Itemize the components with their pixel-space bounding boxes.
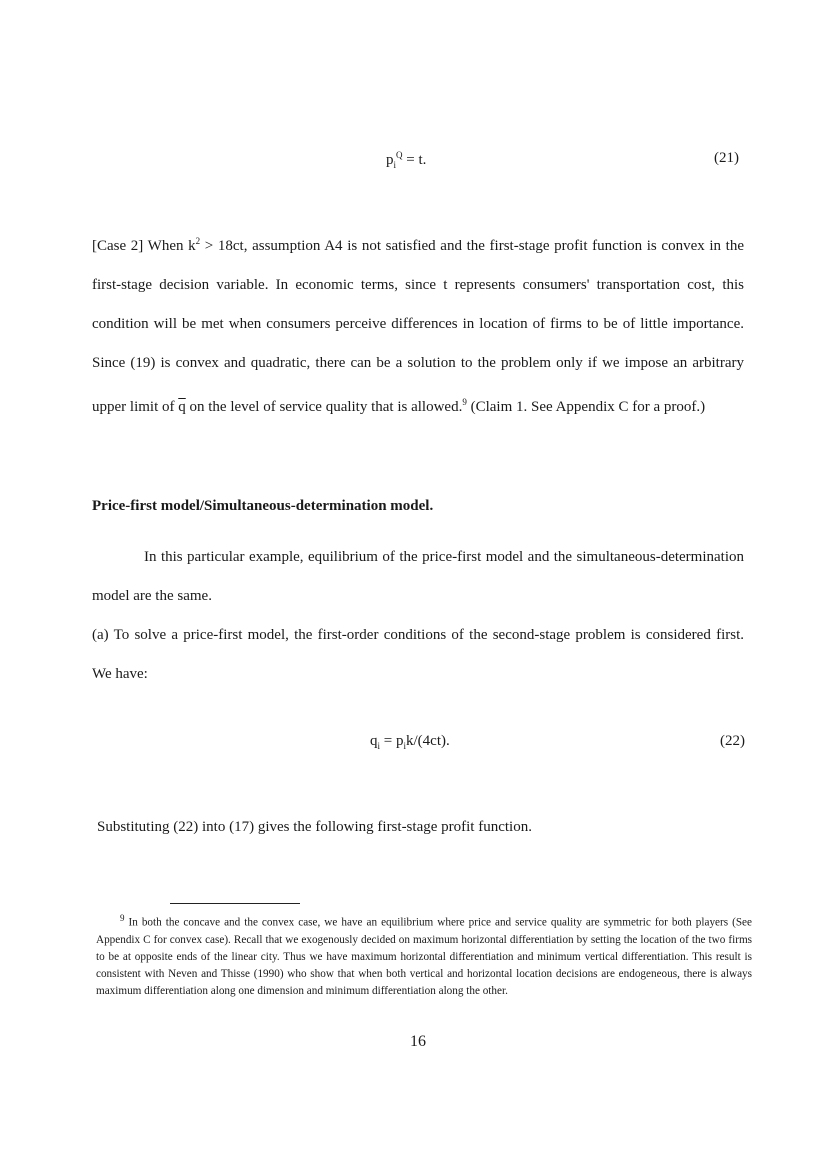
footnote-mark: 9: [120, 913, 125, 923]
footnote-9: $^9$ In both the concave and the convex case, we have an equilibrium where price and service quality are symmetric for both players (See Appendix C for convex case). Recall that we exogenously decided on maximum horizontal differentiation by setting the location of the two firms to be at opposite ends of the linear city. Thus we have maximum horizontal differentiation and minimum vertical differentiation. This result is consistent with Neven and Thisse (1990) who show that when both vertical and horizontal location decisions are endogeneous, there is always maximum differentiation along one dimension and minimum differentiation along the other.: [96, 913, 752, 997]
footnote-ref-9: 9: [462, 397, 467, 407]
case2-paragraph: [Case 2] When $k^2 > 18ct$, assumption A4 is not satisfied and the first-stage profit function is convex in the first-stage decision variable. In economic terms, since t represents consumers' transportation cost, this condition will be met when consumers perceive differences in location of firms to be of little importance. Since (19) is convex and quadratic, there can be a solution to the problem only if we impose an arbitrary upper limit of $\overline{q}$ on the level of service quality that is allowed.$^9$ (Claim 1. See Appendix C for a proof.): [92, 236, 744, 415]
equation-22: $q_i = p_ik/(4ct)$.: [370, 733, 450, 751]
equation-22-number: (22): [720, 733, 745, 749]
equation-21: $p_i^Q = t$.: [386, 150, 427, 170]
footnote-divider: [170, 903, 300, 904]
equation-21-number: (21): [714, 150, 739, 166]
paragraph-price-first: (a) To solve a price-first model, the first-order conditions of the second-stage problem is considered first. We have:: [92, 627, 744, 682]
paragraph-equilibrium: In this particular example, equilibrium of the price-first model and the simultaneous-determination model are the same.: [92, 549, 744, 604]
page-number: 16: [410, 1033, 426, 1050]
paragraph-substituting: Substituting (22) into (17) gives the following first-stage profit function.: [97, 819, 532, 835]
section-heading: Price-first model/Simultaneous-determination model.: [92, 498, 434, 514]
